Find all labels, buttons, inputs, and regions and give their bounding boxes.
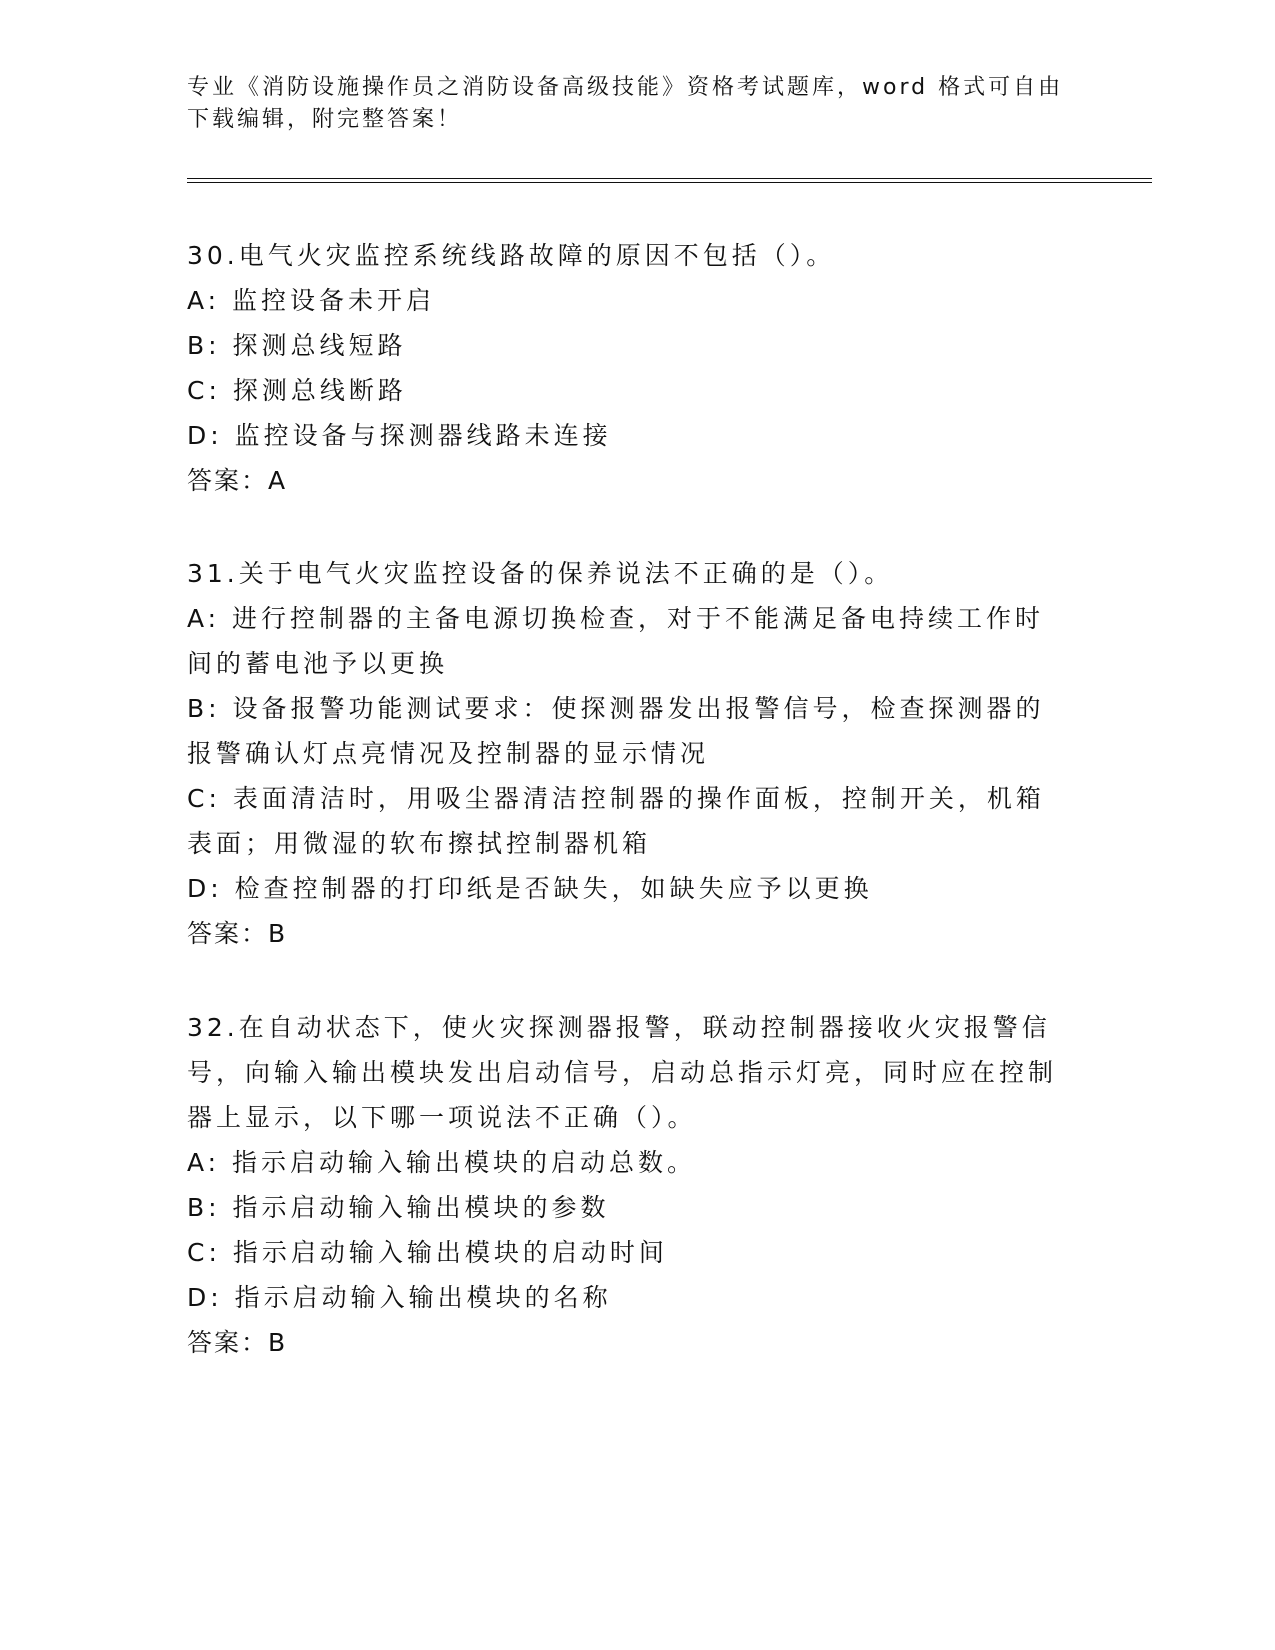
option-a: A: 进行控制器的主备电源切换检查，对于不能满足备电持续工作时间的蓄电池予以更换	[187, 604, 1045, 678]
header-divider-top	[187, 178, 1152, 179]
option-d: D: 监控设备与探测器线路未连接	[187, 421, 612, 450]
option-c: C: 指示启动输入输出模块的启动时间	[187, 1238, 668, 1267]
question-32	[187, 1005, 1067, 1365]
option-a: A: 监控设备未开启	[187, 286, 436, 315]
header-divider-bottom	[187, 182, 1152, 183]
question-stem: 30.电气火灾监控系统线路故障的原因不包括（）。	[187, 241, 836, 270]
question-stem: 31.关于电气火灾监控设备的保养说法不正确的是（）。	[187, 559, 894, 588]
question-30	[187, 233, 1067, 503]
answer-label: 答案：A	[187, 466, 288, 495]
option-b: B: 设备报警功能测试要求：使探测器发出报警信号，检查探测器的报警确认灯点亮情况及控制器的显示情况	[187, 694, 1045, 768]
option-a: A: 指示启动输入输出模块的启动总数。	[187, 1148, 697, 1177]
option-d: D: 检查控制器的打印纸是否缺失，如缺失应予以更换	[187, 874, 873, 903]
header-intro: 专业《消防设施操作员之消防设备高级技能》资格考试题库，word 格式可自由下载编辑，附完整答案！	[187, 75, 1064, 132]
option-d: D: 指示启动输入输出模块的名称	[187, 1283, 612, 1312]
option-c: C: 表面清洁时，用吸尘器清洁控制器的操作面板，控制开关，机箱表面；用微湿的软布擦拭控制器机箱	[187, 784, 1045, 858]
question-stem: 32.在自动状态下，使火灾探测器报警，联动控制器接收火灾报警信号，向输入输出模块发出启动信号，启动总指示灯亮，同时应在控制器上显示，以下哪一项说法不正确（）。	[187, 1013, 1058, 1132]
option-b: B: 探测总线短路	[187, 331, 407, 360]
option-c: C: 探测总线断路	[187, 376, 407, 405]
option-b: B: 指示启动输入输出模块的参数	[187, 1193, 610, 1222]
answer-label: 答案：B	[187, 919, 288, 948]
question-31	[187, 551, 1067, 956]
answer-label: 答案：B	[187, 1328, 288, 1357]
